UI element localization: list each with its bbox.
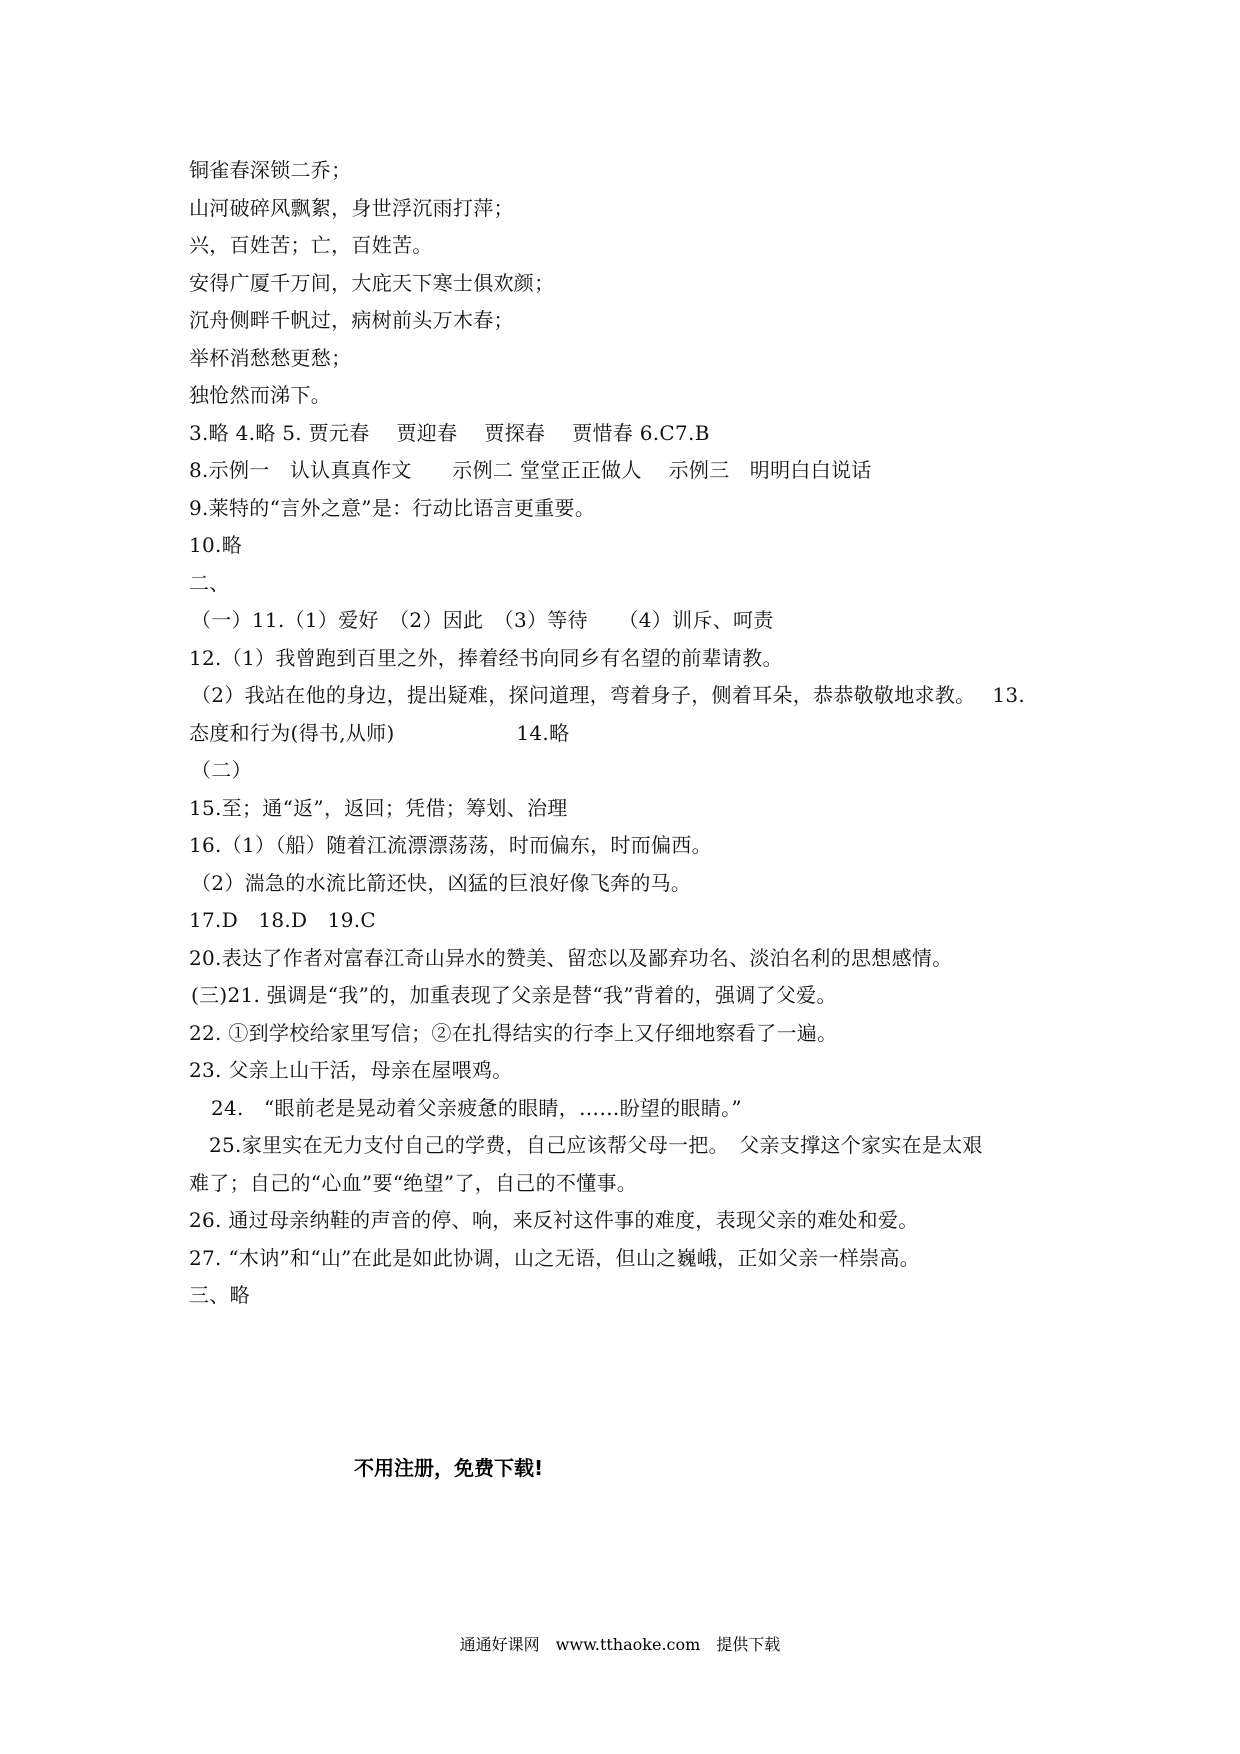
answer-17-19: 17.D 18.D 19.C	[189, 908, 376, 932]
answer-3-7: 3.略 4.略 5. 贾元春 贾迎春 贾探春 贾惜春 6.C7.B	[189, 420, 710, 445]
answer-15: 15.至；通“返”，返回；凭借；筹划、治理	[189, 795, 568, 820]
answer-8: 8.示例一 认认真真作文 示例二 堂堂正正做人 示例三 明明白白说话	[189, 458, 872, 482]
answer-10: 10.略	[189, 533, 243, 557]
poem-line-6: 举杯消愁愁更愁；	[189, 345, 352, 370]
section-2-heading: 二、	[189, 570, 230, 595]
answer-11: （一）11.（1）爱好 （2）因此 （3）等待 （4）训斥、呵责	[191, 608, 774, 632]
answer-content	[189, 152, 1069, 1315]
poem-line-4: 安得广厦千万间，大庇天下寒士俱欢颜；	[189, 270, 555, 295]
answer-20: 20.表达了作者对富春江奇山异水的赞美、留恋以及鄙弃功名、淡泊名利的思想感情。	[189, 945, 953, 970]
answer-13-14: 态度和行为(得书,从师) 14.略	[189, 720, 570, 745]
answer-21: (三)21. 强调是“我”的，加重表现了父亲是替“我”背着的，强调了父爱。	[191, 983, 837, 1007]
answer-26: 26. 通过母亲纳鞋的声音的停、响，来反衬这件事的难度，表现父亲的难处和爱。	[189, 1208, 919, 1232]
poem-line-3: 兴，百姓苦；亡，百姓苦。	[189, 233, 433, 257]
answer-24: 24. “眼前老是晃动着父亲疲惫的眼睛，……盼望的眼睛。”	[211, 1095, 742, 1120]
promo-text: 不用注册，免费下载!	[354, 1456, 544, 1480]
answer-9: 9.莱特的“言外之意”是：行动比语言更重要。	[189, 495, 596, 520]
poem-line-1: 铜雀春深锁二乔；	[189, 158, 352, 182]
answer-23: 23. 父亲上山干活，母亲在屋喂鸡。	[189, 1058, 513, 1082]
answer-25-line-2: 难了；自己的“心血”要“绝望”了，自己的不懂事。	[189, 1170, 638, 1195]
answer-22: 22. ①到学校给家里写信；②在扎得结实的行李上又仔细地察看了一遍。	[189, 1020, 838, 1045]
answer-25-line-1: 25.家里实在无力支付自己的学费，自己应该帮父母一把。 父亲支撑这个家实在是太艰	[209, 1133, 983, 1157]
poem-line-7: 独怆然而涕下。	[189, 383, 332, 407]
poem-line-2: 山河破碎风飘絮，身世浮沉雨打萍；	[189, 195, 514, 220]
section-3: 三、略	[189, 1283, 250, 1307]
answer-16-1: 16.（1）（船）随着江流漂漂荡荡，时而偏东，时而偏西。	[189, 833, 712, 857]
page-footer: 通通好课网 www.tthaoke.com 提供下载	[459, 1635, 781, 1654]
answer-12-2: （2）我站在他的身边，提出疑难，探问道理，弯着身子，侧着耳朵，恭恭敬敬地求教。 13.	[191, 683, 1026, 707]
poem-line-5: 沉舟侧畔千帆过，病树前头万木春；	[189, 308, 514, 332]
answer-12-1: 12.（1）我曾跑到百里之外，捧着经书向同乡有名望的前辈请教。	[189, 645, 783, 670]
subsection-2-heading: （二）	[191, 758, 252, 782]
answer-27: 27. “木讷”和“山”在此是如此协调，山之无语，但山之巍峨，正如父亲一样崇高。	[189, 1245, 921, 1270]
answer-16-2: （2）湍急的水流比箭还快，凶猛的巨浪好像飞奔的马。	[191, 870, 692, 895]
